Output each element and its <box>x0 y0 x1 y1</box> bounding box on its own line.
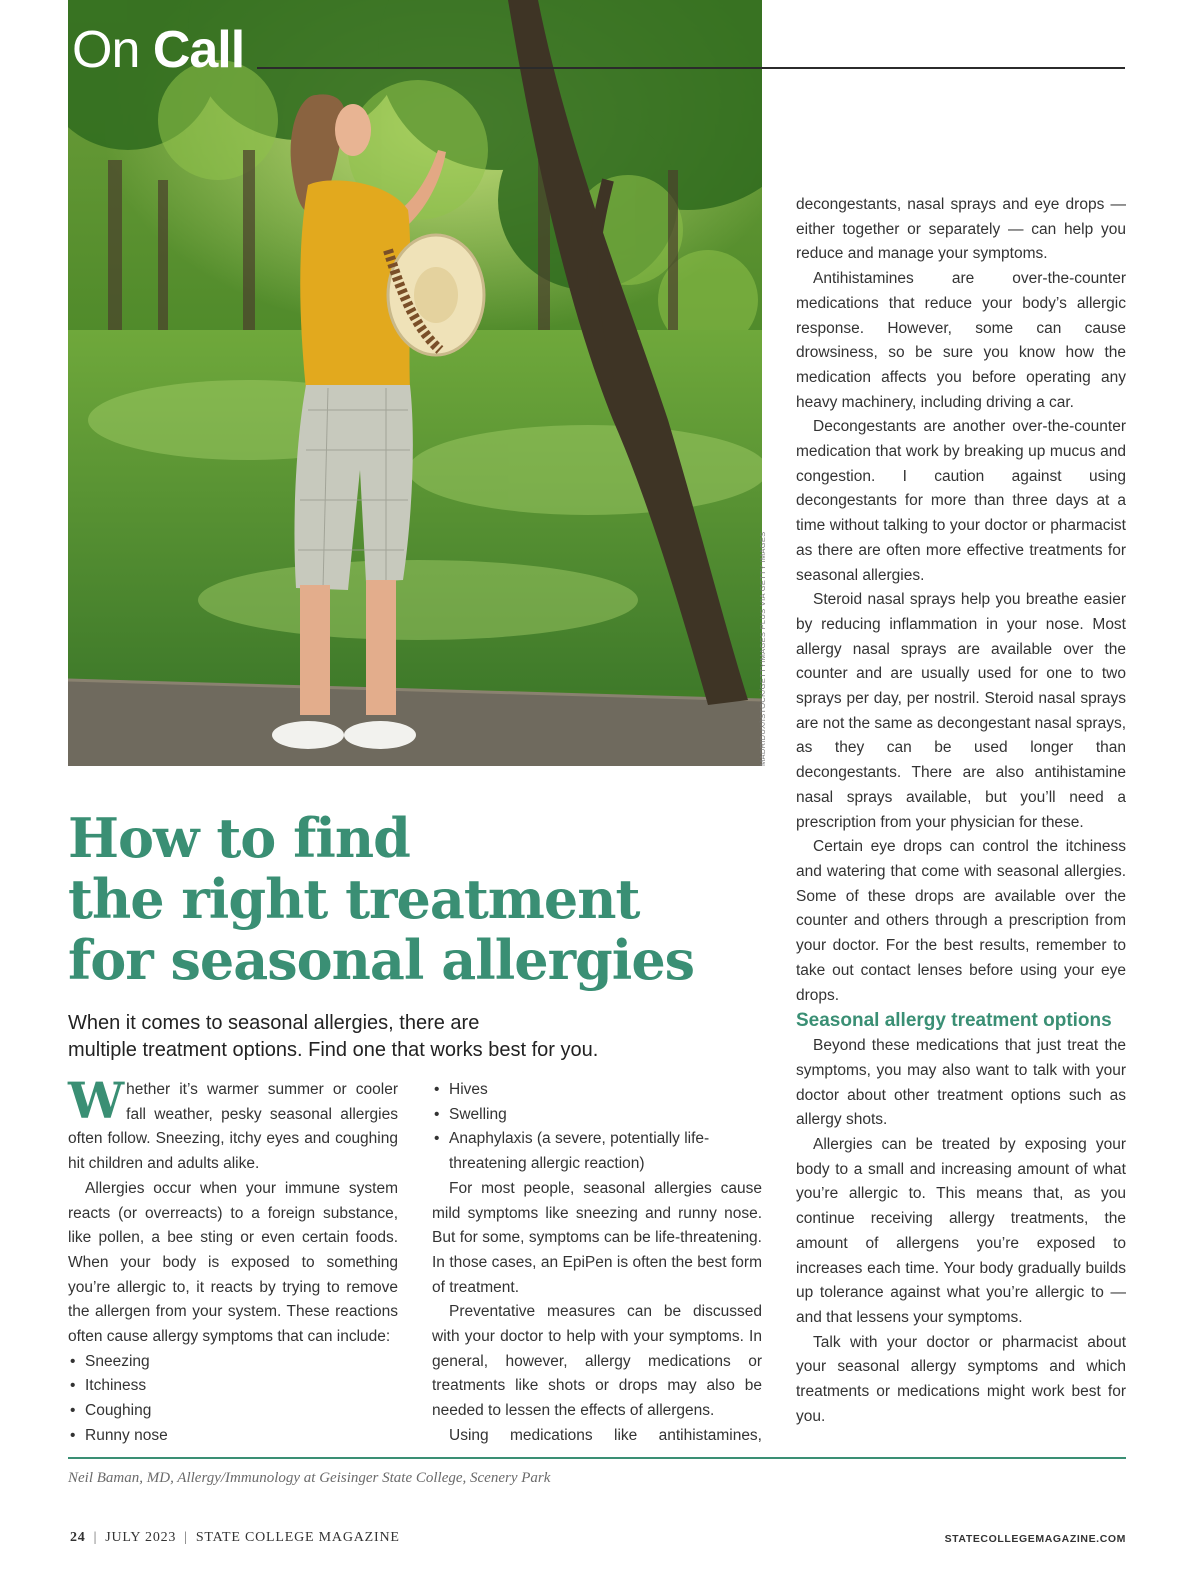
department-title-light: On <box>72 21 140 79</box>
list-item: • Coughing <box>68 1399 398 1424</box>
body-paragraph: Steroid nasal sprays help you breathe easier by reducing inflammation in your nose. Most allergy nasal sprays are available over the counter and are usually used for one to two sprays per day, per nostril. Steroid nasal sprays are not the same as decongestant nasal sprays, as they can be used longer than decongestants. There are also antihistamine nasal sprays available, but you’ll need a prescription from your physician for these. <box>796 591 1127 831</box>
body-paragraph: Allergies occur when your immune system reacts (or overreacts) to a foreign substance, like pollen, a bee sting or even certain foods. When your body is exposed to something you’re allergic to, it reacts by trying to remove the allergen from your system. These reactions often cause allergy symptoms that can include: <box>68 1179 398 1346</box>
body-column-2 <box>432 1078 762 1449</box>
body-paragraph: Talk with your doctor or pharmacist about your seasonal allergy symptoms and which treatments or medications might work best for you. <box>796 1333 1126 1425</box>
body-paragraph: Antihistamines are over-the-counter medications that reduce your body’s allergic response. However, some can cause drowsiness, so be sure you know how the medication affects you before operating any heavy machinery, including driving a car. <box>796 270 1126 411</box>
body-paragraph: Certain eye drops can control the itchiness and watering that come with seasonal allergies. Some of these drops are available over the counter and others through a prescription from your doctor. For the best results, remember to take out contact lenses before using your eye drops. <box>796 838 1126 1004</box>
deck-line: multiple treatment options. Find one that works best for you. <box>68 1039 599 1061</box>
footer-rule <box>68 1457 1126 1459</box>
symptom-list-continued <box>432 1078 762 1177</box>
headline-line: for seasonal allergies <box>68 928 695 992</box>
article-deck <box>68 1010 668 1064</box>
body-paragraph: Preventative measures can be discussed with your doctor to help with your symptoms. In general, however, allergy medications or treatments like shots or drops may also be needed to lessen the effects of allergens. <box>432 1303 762 1420</box>
section-subhead: Seasonal allergy treatment options <box>796 1010 1112 1032</box>
list-item: • Anaphylaxis (a severe, potentially life-threatening allergic reaction) <box>432 1127 762 1176</box>
symptom-list <box>68 1350 398 1449</box>
drop-cap: W <box>68 1071 125 1130</box>
headline-line: How to find <box>68 806 410 870</box>
body-paragraph: Allergies can be treated by exposing your body to a small and increasing amount of what you’re allergic to. This means that, as you continue receiving allergy treatments, the amount of allergens you’re exposed to increases each time. Your body gradually builds up tolerance against what you’re allergic to — and that lessens your symptoms. <box>796 1136 1126 1326</box>
body-paragraph: Beyond these medications that just treat the symptoms, you may also want to talk with your doctor about other treatment options such as allergy shots. <box>796 1037 1126 1129</box>
department-title-bold: Call <box>152 21 245 79</box>
list-item: • Runny nose <box>68 1424 398 1449</box>
list-item: • Hives <box>432 1078 762 1103</box>
issue-date: JULY 2023 <box>105 1530 177 1545</box>
author-byline: Neil Baman, MD, Allergy/Immunology at Geisinger State College, Scenery Park <box>68 1470 551 1486</box>
page-folio: 24 | JULY 2023 | STATE COLLEGE MAGAZINE <box>70 1530 400 1545</box>
body-column-1 <box>68 1071 398 1449</box>
department-title <box>72 18 244 82</box>
page-number: 24 <box>70 1530 86 1545</box>
deck-line: When it comes to seasonal allergies, there are <box>68 1012 480 1034</box>
body-paragraph: decongestants, nasal sprays and eye drops — either together or separately — can help you reduce and manage your symptoms. <box>796 196 1126 263</box>
list-item: • Sneezing <box>68 1350 398 1375</box>
article-photo <box>68 0 762 766</box>
headline-line: the right treatment <box>68 867 640 931</box>
header-rule <box>257 67 1125 69</box>
photo-credit: MADRIDUX/ISTOCK/GETTYIMAGES PLUS VIA GETTY IMAGES <box>758 531 767 766</box>
body-paragraph: Using medications like antihistamines, <box>449 1426 762 1444</box>
park-photo-illustration <box>68 0 762 766</box>
body-paragraph: For most people, seasonal allergies cause mild symptoms like sneezing and runny nose. But for some, symptoms can be life-threatening. In those cases, an EpiPen is often the best form of treatment. <box>432 1179 762 1296</box>
body-paragraph: Decongestants are another over-the-counter medication that work by breaking up mucus and congestion. I caution against using decongestants for more than three days at a time without talking to your doctor or pharmacist as there are often more effective treatments for seasonal allergies. <box>796 418 1126 584</box>
body-column-3 <box>796 193 1126 1429</box>
article-headline <box>68 808 768 991</box>
list-item: • Swelling <box>432 1103 762 1128</box>
list-item: • Itchiness <box>68 1374 398 1399</box>
body-paragraph: Whether it’s warmer summer or cooler fall weather, pesky seasonal allergies often follow. Sneezing, itchy eyes and coughing hit children and adults alike. <box>68 1071 398 1173</box>
magazine-name: STATE COLLEGE MAGAZINE <box>195 1530 400 1545</box>
website-url: STATECOLLEGEMAGAZINE.COM <box>944 1533 1126 1545</box>
